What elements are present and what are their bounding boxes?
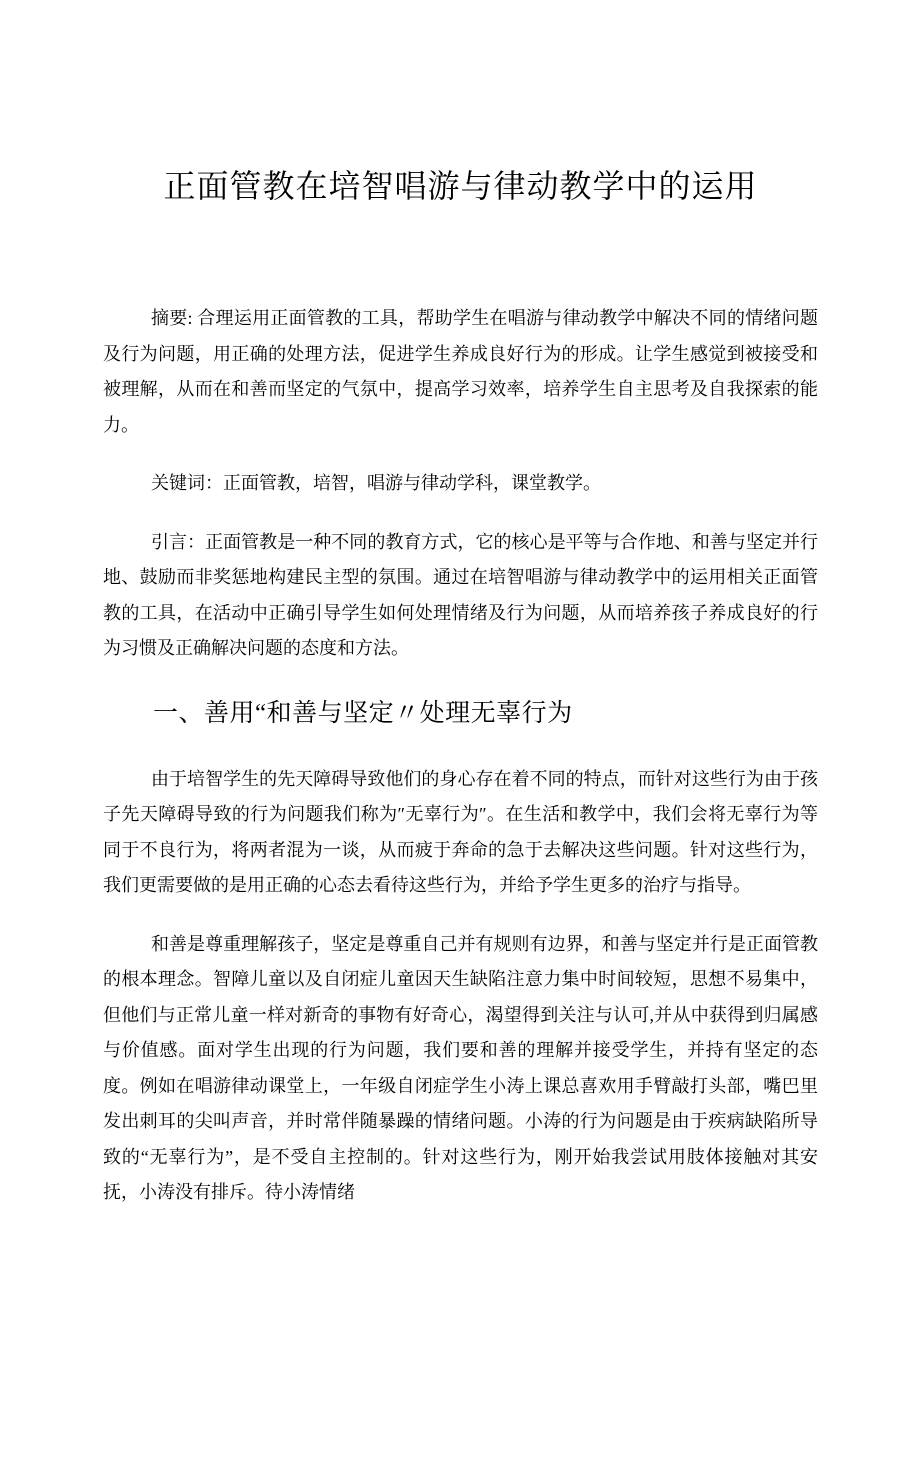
keywords-line: 关键词：正面管教，培智，唱游与律动学科，课堂教学。 [151,473,601,493]
abstract-paragraph: 摘要: 合理运用正面管教的工具，帮助学生在唱游与律动教学中解决不同的情绪问题及行为问题，用正确的处理方法，促进学生养成良好行为的形成。让学生感觉到被接受和被理解，从而在和善而坚定的气氛中，提高学习效率，培养学生自主思考及自我探索的能力。 [103,308,818,435]
introduction-paragraph: 引言：正面管教是一种不同的教育方式，它的核心是平等与合作地、和善与坚定并行地、鼓励而非奖惩地构建民主型的氛围。通过在培智唱游与律动教学中的运用相关正面管教的工具，在活动中正确引导学生如何处理情绪及行为问题，从而培养孩子养成良好的行为习惯及正确解决问题的态度和方法。 [103,531,818,658]
body-paragraph-1: 由于培智学生的先天障碍导致他们的身心存在着不同的特点，而针对这些行为由于孩子先天障碍导致的行为问题我们称为″无辜行为″。在生活和教学中，我们会将无辜行为等同于不良行为，将两者混为一谈，从而疲于奔命的急于去解决这些问题。针对这些行为，我们更需要做的是用正确的心态去看待这些行为，并给予学生更多的治疗与指导。 [103,768,818,895]
section-heading-1: 一、善用“和善与坚定〃处理无辜行为 [153,699,573,727]
document-title: 正面管教在培智唱游与律动教学中的运用 [163,168,758,204]
document-page [103,165,818,1211]
body-paragraph-2: 和善是尊重理解孩子，坚定是尊重自己并有规则有边界，和善与坚定并行是正面管教的根本理念。智障儿童以及自闭症儿童因天生缺陷注意力集中时间较短，思想不易集中，但他们与正常儿童一样对新奇的事物有好奇心，渴望得到关注与认可,并从中获得到归属感与价值感。面对学生出现的行为问题，我们要和善的理解并接受学生，并持有坚定的态度。例如在唱游律动课堂上，一年级自闭症学生小涛上课总喜欢用手臂敲打头部，嘴巴里发出刺耳的尖叫声音，并时常伴随暴躁的情绪问题。小涛的行为问题是由于疾病缺陷所导致的“无辜行为”，是不受自主控制的。针对这些行为，刚开始我尝试用肢体接触对其安抚，小涛没有排斥。待小涛情绪 [103,933,818,1202]
